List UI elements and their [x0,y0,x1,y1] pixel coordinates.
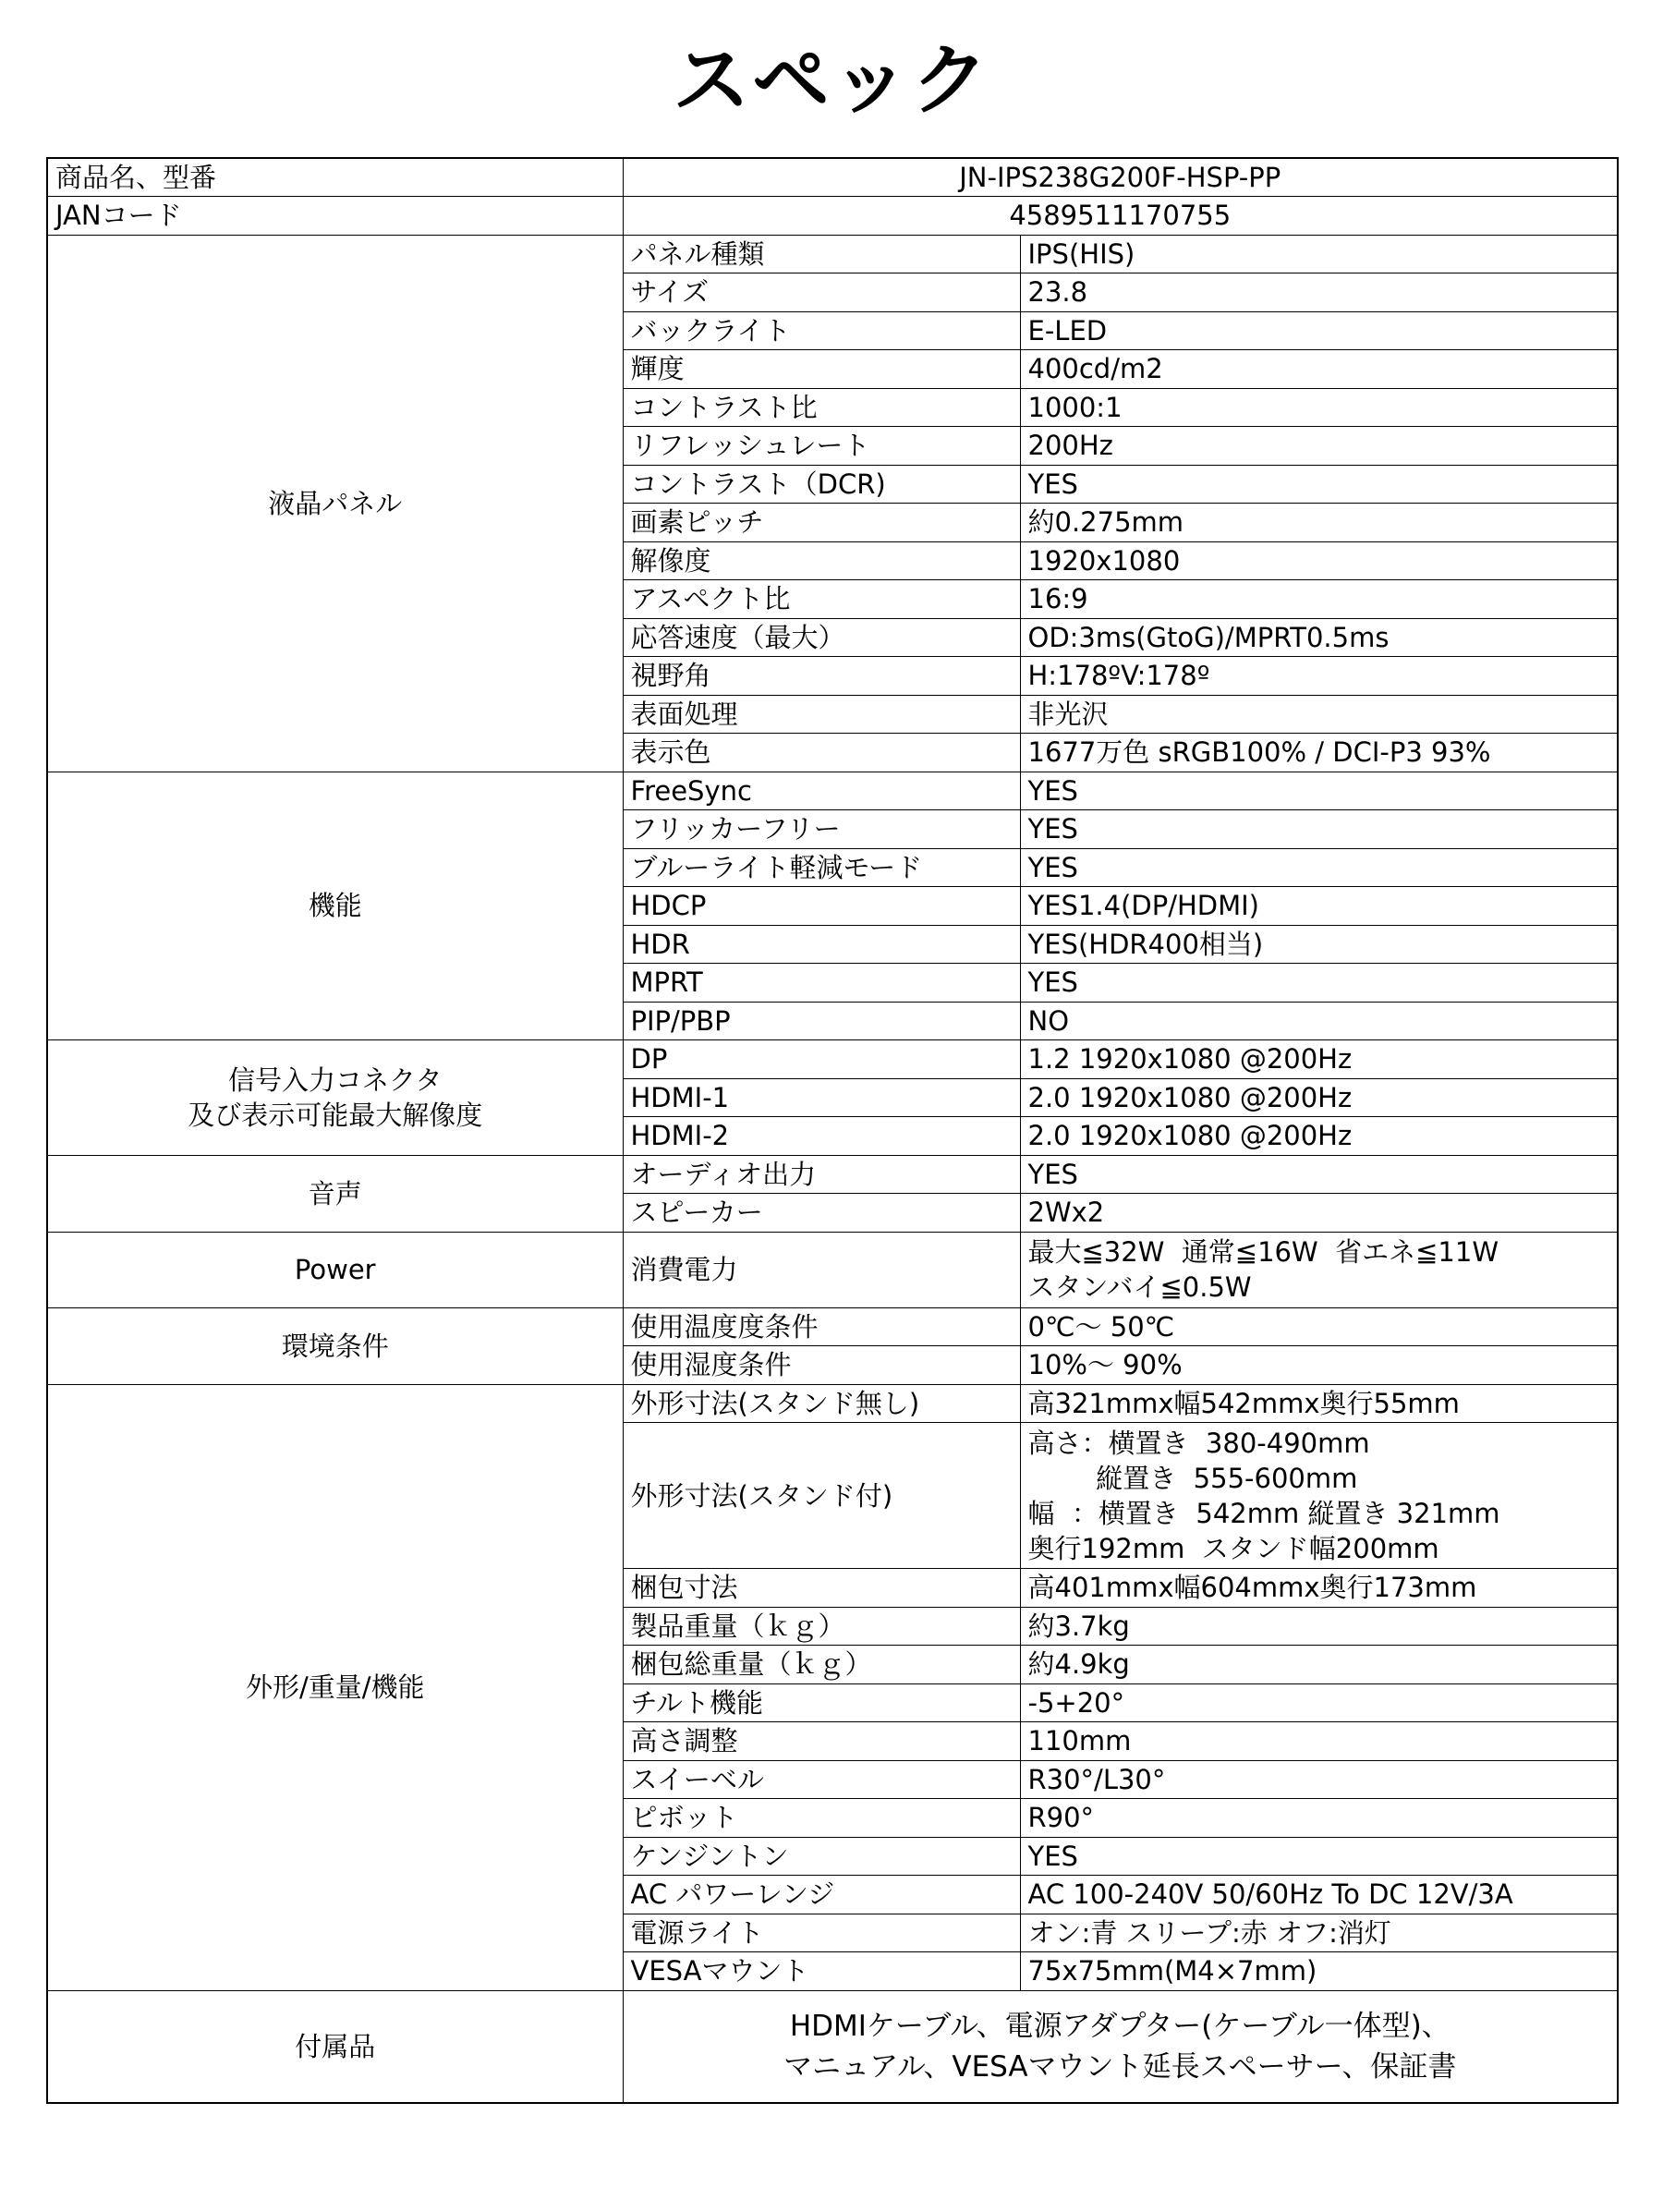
spec-value: NO [1020,1002,1618,1040]
row-label: JANコード [47,197,623,236]
spec-label: コントラスト（DCR) [623,465,1020,504]
spec-row [47,1307,1618,1346]
spec-row [47,197,1618,236]
spec-row [47,1040,1618,1079]
spec-label: 梱包寸法 [623,1569,1020,1608]
spec-value-line: 高さ：横置き 380-490mm [1027,1427,1370,1459]
spec-label: スピーカー [623,1194,1020,1233]
spec-value: IPS(HIS) [1020,235,1618,273]
section-category [47,1232,623,1307]
spec-value: R90° [1020,1799,1618,1838]
spec-label: 解像度 [623,541,1020,580]
spec-value-line: 最大≦32W 通常≦16W 省エネ≦11W [1027,1236,1499,1268]
spec-row [47,1155,1618,1194]
spec-label: 画素ピッチ [623,504,1020,542]
row-label: 商品名、型番 [47,158,623,197]
spec-value: YES1.4(DP/HDMI) [1020,887,1618,926]
spec-row [47,1232,1618,1307]
spec-label: ケンジントン [623,1837,1020,1876]
spec-label: 使用温度度条件 [623,1307,1020,1346]
category-line: 液晶パネル [268,487,403,519]
category-line: 及び表示可能最大解像度 [188,1099,483,1131]
spec-label: ピボット [623,1799,1020,1838]
spec-value: 約0.275mm [1020,504,1618,542]
spec-label: 視野角 [623,657,1020,696]
spec-label: 消費電力 [623,1232,1020,1307]
accessories-label: 付属品 [47,1990,623,2103]
spec-value: 約3.7kg [1020,1607,1618,1646]
spec-label: 輝度 [623,350,1020,389]
spec-value: YES [1020,772,1618,810]
spec-value: -5+20° [1020,1683,1618,1722]
spec-label: サイズ [623,273,1020,312]
spec-label: 高さ調整 [623,1722,1020,1761]
spec-table [46,157,1619,2104]
spec-value [1020,1232,1618,1307]
spec-value: 約4.9kg [1020,1646,1618,1684]
category-line: 音声 [308,1177,362,1209]
spec-label: コントラスト比 [623,388,1020,427]
spec-value: YES [1020,848,1618,887]
spec-value: 1.2 1920x1080 @200Hz [1020,1040,1618,1079]
spec-label: アスペクト比 [623,580,1020,619]
spec-label: 製品重量（ｋｇ） [623,1607,1020,1646]
accessories-value [623,1990,1618,2103]
spec-value: 非光沢 [1020,695,1618,734]
category-line: 外形/重量/機能 [245,1671,425,1703]
spec-value-line: スタンバイ≦0.5W [1027,1271,1252,1303]
accessories-row [47,1990,1618,2103]
spec-value: 1000:1 [1020,388,1618,427]
spec-value: YES [1020,1155,1618,1194]
spec-label: パネル種類 [623,235,1020,273]
section-category [47,772,623,1040]
category-line: 機能 [308,890,362,922]
spec-label: バックライト [623,311,1020,350]
accessories-line: HDMIケーブル、電源アダプター(ケーブル一体型)、 [789,2009,1451,2043]
spec-label: フリッカーフリー [623,810,1020,849]
spec-value: 400cd/m2 [1020,350,1618,389]
spec-label: オーディオ出力 [623,1155,1020,1194]
spec-value: オン:青 スリープ:赤 オフ:消灯 [1020,1914,1618,1952]
spec-label: 外形寸法(スタンド付) [623,1423,1020,1569]
spec-value: 0℃～ 50℃ [1020,1307,1618,1346]
section-category [47,1040,623,1156]
spec-label: HDR [623,925,1020,964]
spec-label: AC パワーレンジ [623,1876,1020,1914]
spec-label: HDMI-1 [623,1078,1020,1117]
spec-value: R30°/L30° [1020,1760,1618,1799]
spec-value: 75x75mm(M4×7mm) [1020,1952,1618,1991]
spec-value: 10%～ 90% [1020,1346,1618,1385]
spec-label: VESAマウント [623,1952,1020,1991]
spec-value: 16:9 [1020,580,1618,619]
spec-value-line: 縦置き 555-600mm [1027,1462,1358,1494]
section-category [47,235,623,772]
spec-value: 高321mmx幅542mmx奥行55mm [1020,1384,1618,1423]
spec-label: 電源ライト [623,1914,1020,1952]
spec-label: 梱包総重量（ｋｇ） [623,1646,1020,1684]
spec-value: AC 100-240V 50/60Hz To DC 12V/3A [1020,1876,1618,1914]
section-category [47,1384,623,1990]
spec-value-line: 奥行192mm スタンド幅200mm [1027,1532,1439,1564]
spec-label: 表面処理 [623,695,1020,734]
spec-value: YES [1020,1837,1618,1876]
spec-label: PIP/PBP [623,1002,1020,1040]
category-line: 環境条件 [281,1330,389,1362]
spec-value: YES [1020,810,1618,849]
spec-label: 応答速度（最大） [623,618,1020,657]
spec-row [47,235,1618,273]
spec-label: HDCP [623,887,1020,926]
spec-value: 高401mmx幅604mmx奥行173mm [1020,1569,1618,1608]
page-title: スペック [672,35,990,126]
section-category [47,1155,623,1232]
spec-value: 1920x1080 [1020,541,1618,580]
spec-label: 表示色 [623,734,1020,772]
spec-value: 110mm [1020,1722,1618,1761]
spec-value: YES [1020,964,1618,1003]
spec-value: H:178ºV:178º [1020,657,1618,696]
spec-label: FreeSync [623,772,1020,810]
spec-value: 200Hz [1020,427,1618,466]
category-line: 信号入力コネクタ [228,1063,443,1096]
spec-value: E-LED [1020,311,1618,350]
row-value: JN-IPS238G200F-HSP-PP [623,158,1618,197]
spec-value-line: 幅 ：横置き 542mm 縦置き 321mm [1027,1497,1500,1529]
spec-row [47,158,1618,197]
spec-value: 2Wx2 [1020,1194,1618,1233]
spec-label: スイーベル [623,1760,1020,1799]
accessories-line: マニュアル、VESAマウント延長スペーサー、保証書 [783,2049,1457,2084]
spec-label: チルト機能 [623,1683,1020,1722]
spec-label: 使用湿度条件 [623,1346,1020,1385]
spec-label: DP [623,1040,1020,1079]
spec-label: 外形寸法(スタンド無し) [623,1384,1020,1423]
category-line: Power [294,1254,376,1285]
spec-value [1020,1423,1618,1569]
spec-row [47,772,1618,810]
spec-row [47,1384,1618,1423]
spec-value: 23.8 [1020,273,1618,312]
spec-label: ブルーライト軽減モード [623,848,1020,887]
spec-value: 2.0 1920x1080 @200Hz [1020,1078,1618,1117]
spec-label: MPRT [623,964,1020,1003]
spec-value: YES(HDR400相当) [1020,925,1618,964]
row-value: 4589511170755 [623,197,1618,236]
spec-value: OD:3ms(GtoG)/MPRT0.5ms [1020,618,1618,657]
spec-value: 2.0 1920x1080 @200Hz [1020,1117,1618,1156]
spec-value: 1677万色 sRGB100% / DCI-P3 93% [1020,734,1618,772]
spec-label: リフレッシュレート [623,427,1020,466]
spec-value: YES [1020,465,1618,504]
section-category [47,1307,623,1384]
spec-label: HDMI-2 [623,1117,1020,1156]
